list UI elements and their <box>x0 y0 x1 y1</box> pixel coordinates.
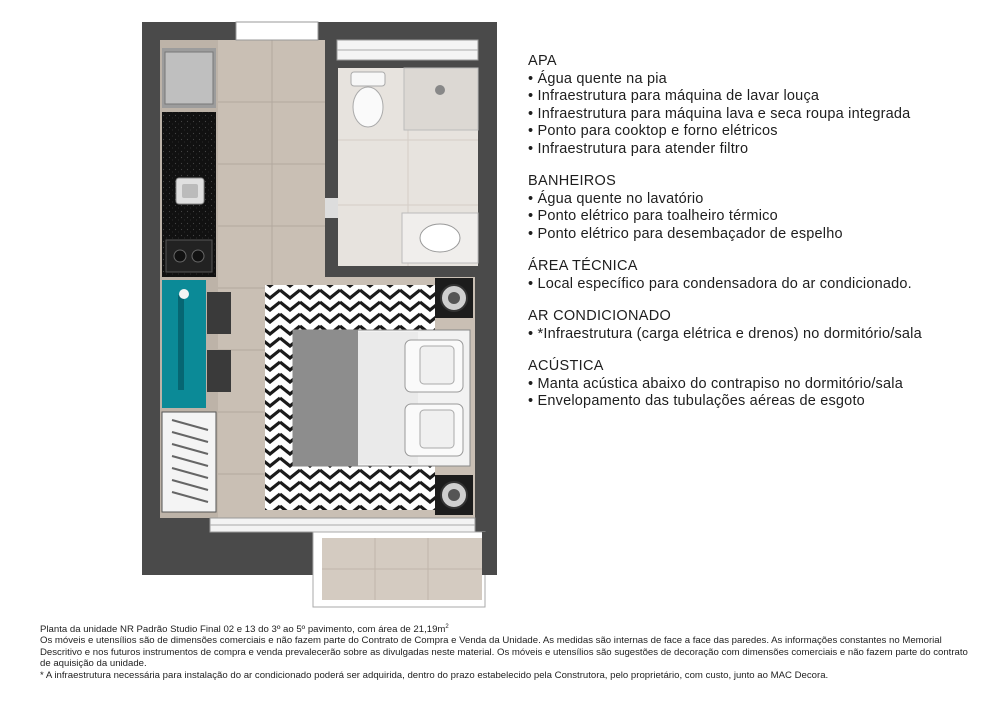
section-apa <box>528 53 988 158</box>
list-item: • Água quente na pia <box>528 71 988 89</box>
area-unit-superscript: 2 <box>445 623 449 630</box>
list-item: • Água quente no lavatório <box>528 191 988 209</box>
list-item: • Envelopamento das tubulações aéreas de esgoto <box>528 393 988 411</box>
features-list <box>528 53 988 426</box>
list-item: • Infraestrutura para máquina de lavar louça <box>528 88 988 106</box>
section-acustica <box>528 358 988 411</box>
section-title: ÁREA TÉCNICA <box>528 258 638 274</box>
list-item: • *Infraestrutura (carga elétrica e drenos) no dormitório/sala <box>528 326 988 344</box>
list-item: • Infraestrutura para máquina lava e seca roupa integrada <box>528 106 988 124</box>
section-ar-condicionado <box>528 308 988 343</box>
section-title: AR CONDICIONADO <box>528 308 672 324</box>
floor-plan <box>0 0 520 620</box>
list-item: • Ponto para cooktop e forno elétricos <box>528 123 988 141</box>
footer-notes <box>40 624 980 681</box>
section-title: ACÚSTICA <box>528 358 604 374</box>
section-title: BANHEIROS <box>528 173 617 189</box>
ac-note: * A infraestrutura necessária para instalação do ar condicionado poderá ser adquirida, dentro do prazo estabelecido pela Construtora, pelo proprietário, com custo, junto ao MAC Decora. <box>40 669 829 681</box>
section-banheiros <box>528 173 988 243</box>
plan-caption-text: Planta da unidade NR Padrão Studio Final 02 e 13 do 3º ao 5º pavimento, com área de 21,19m <box>40 624 446 635</box>
section-title: APA <box>528 53 557 69</box>
disclaimer: Os móveis e utensílios são de dimensões comerciais e não fazem parte do Contrato de Compra e Venda da Unidade. As medidas são internas de face a face das paredes. As informações constantes no Memorial Descritivo e nos futuros instrumentos de compra e venda prevalecerão sobre as divulgadas neste material. Os móveis e utensílios são sugestões de decoração com dimensões comerciais e não fazem parte do contrato de aquisição da unidade. <box>40 635 968 670</box>
list-item: • Ponto elétrico para desembaçador de espelho <box>528 226 988 244</box>
plan-caption <box>40 624 980 635</box>
section-area-tecnica <box>528 258 988 293</box>
list-item: • Manta acústica abaixo do contrapiso no dormitório/sala <box>528 376 988 394</box>
list-item: • Ponto elétrico para toalheiro térmico <box>528 208 988 226</box>
list-item: • Infraestrutura para atender filtro <box>528 141 988 159</box>
list-item: • Local específico para condensadora do ar condicionado. <box>528 276 988 294</box>
